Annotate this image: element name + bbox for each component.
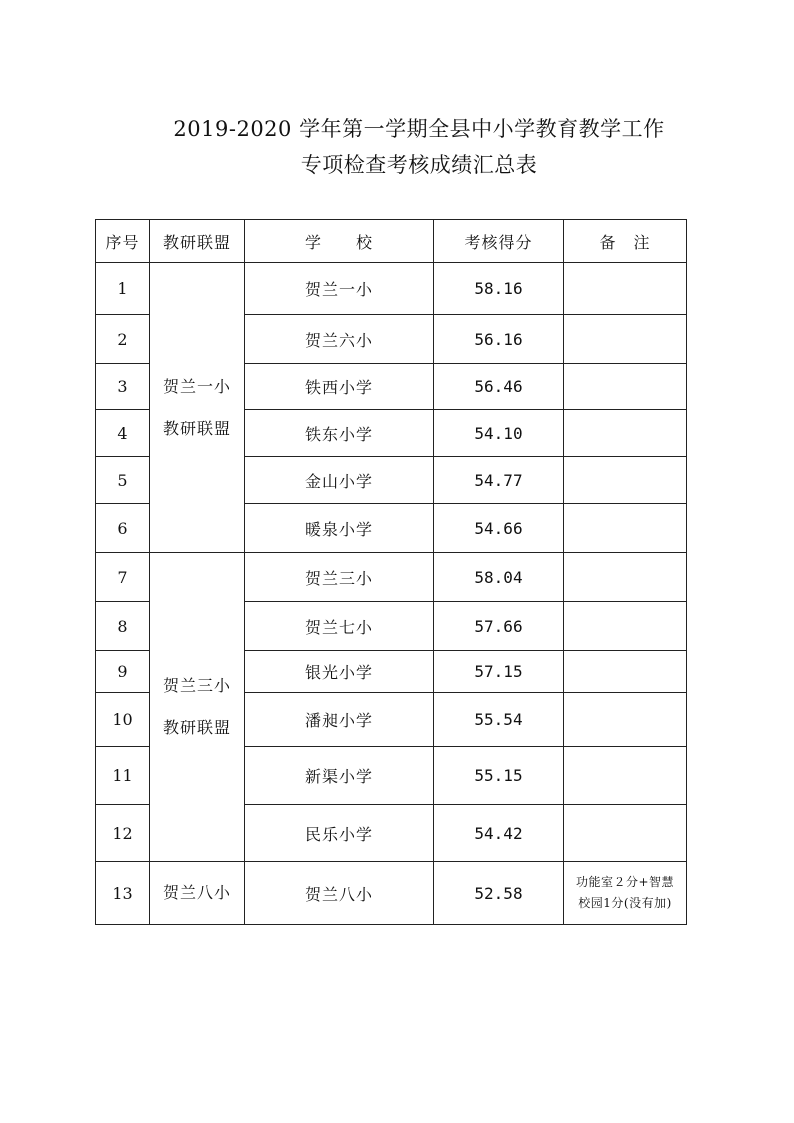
remark-cell xyxy=(564,315,687,364)
score-value: 58.04 xyxy=(434,553,564,602)
row-index: 11 xyxy=(96,747,150,805)
header-index: 序号 xyxy=(96,220,150,263)
school-name: 贺兰七小 xyxy=(245,602,434,651)
row-index: 12 xyxy=(96,805,150,862)
row-index: 1 xyxy=(96,263,150,315)
score-value: 58.16 xyxy=(434,263,564,315)
alliance-name: 贺兰八小 xyxy=(162,883,231,902)
school-name: 潘昶小学 xyxy=(245,693,434,747)
row-index: 9 xyxy=(96,651,150,693)
header-remark: 备 注 xyxy=(564,220,687,263)
alliance-name: 贺兰三小 xyxy=(162,676,231,695)
row-index: 10 xyxy=(96,693,150,747)
remark-cell xyxy=(564,410,687,457)
alliance-cell xyxy=(150,862,245,925)
header-score: 考核得分 xyxy=(434,220,564,263)
row-index: 4 xyxy=(96,410,150,457)
header-alliance: 教研联盟 xyxy=(150,220,245,263)
score-value: 52.58 xyxy=(434,862,564,925)
remark-cell xyxy=(564,364,687,410)
table-header-row xyxy=(96,220,687,263)
row-index: 6 xyxy=(96,504,150,553)
score-value: 57.66 xyxy=(434,602,564,651)
school-name: 铁西小学 xyxy=(245,364,434,410)
remark-cell xyxy=(564,747,687,805)
remark-cell xyxy=(564,805,687,862)
table-row xyxy=(96,862,687,925)
school-name: 金山小学 xyxy=(245,457,434,504)
score-value: 55.54 xyxy=(434,693,564,747)
remark-cell xyxy=(564,651,687,693)
score-value: 57.15 xyxy=(434,651,564,693)
alliance-cell xyxy=(150,263,245,553)
score-value: 54.77 xyxy=(434,457,564,504)
row-index: 3 xyxy=(96,364,150,410)
school-name: 铁东小学 xyxy=(245,410,434,457)
school-name: 贺兰一小 xyxy=(245,263,434,315)
document-title-line1: 2019-2020 学年第一学期全县中小学教育教学工作 xyxy=(173,117,665,141)
remark-cell xyxy=(564,693,687,747)
table-row xyxy=(96,263,687,315)
remark-cell xyxy=(564,862,687,925)
score-value: 54.42 xyxy=(434,805,564,862)
score-value: 55.15 xyxy=(434,747,564,805)
header-school: 学 校 xyxy=(245,220,434,263)
school-name: 贺兰八小 xyxy=(245,862,434,925)
alliance-suffix: 教研联盟 xyxy=(162,418,231,438)
remark-cell xyxy=(564,263,687,315)
alliance-cell xyxy=(150,553,245,862)
school-name: 贺兰六小 xyxy=(245,315,434,364)
school-name: 暖泉小学 xyxy=(245,504,434,553)
score-value: 54.66 xyxy=(434,504,564,553)
table-row xyxy=(96,553,687,602)
remark-cell xyxy=(564,504,687,553)
row-index: 7 xyxy=(96,553,150,602)
school-name: 新渠小学 xyxy=(245,747,434,805)
school-name: 民乐小学 xyxy=(245,805,434,862)
remark-line1: 功能室２分+智慧 xyxy=(575,875,675,889)
remark-cell xyxy=(564,553,687,602)
remark-cell xyxy=(564,457,687,504)
alliance-suffix: 教研联盟 xyxy=(162,718,231,737)
row-index: 13 xyxy=(96,862,150,925)
score-value: 56.16 xyxy=(434,315,564,364)
school-name: 银光小学 xyxy=(245,651,434,693)
row-index: 2 xyxy=(96,315,150,364)
row-index: 5 xyxy=(96,457,150,504)
score-value: 56.46 xyxy=(434,364,564,410)
score-value: 54.10 xyxy=(434,410,564,457)
document-title-line2: 专项检查考核成绩汇总表 xyxy=(300,153,538,177)
alliance-name: 贺兰一小 xyxy=(162,376,231,396)
score-summary-table xyxy=(95,219,687,925)
row-index: 8 xyxy=(96,602,150,651)
school-name: 贺兰三小 xyxy=(245,553,434,602)
remark-cell xyxy=(564,602,687,651)
remark-line2: 校园1分(没有加) xyxy=(578,896,672,910)
